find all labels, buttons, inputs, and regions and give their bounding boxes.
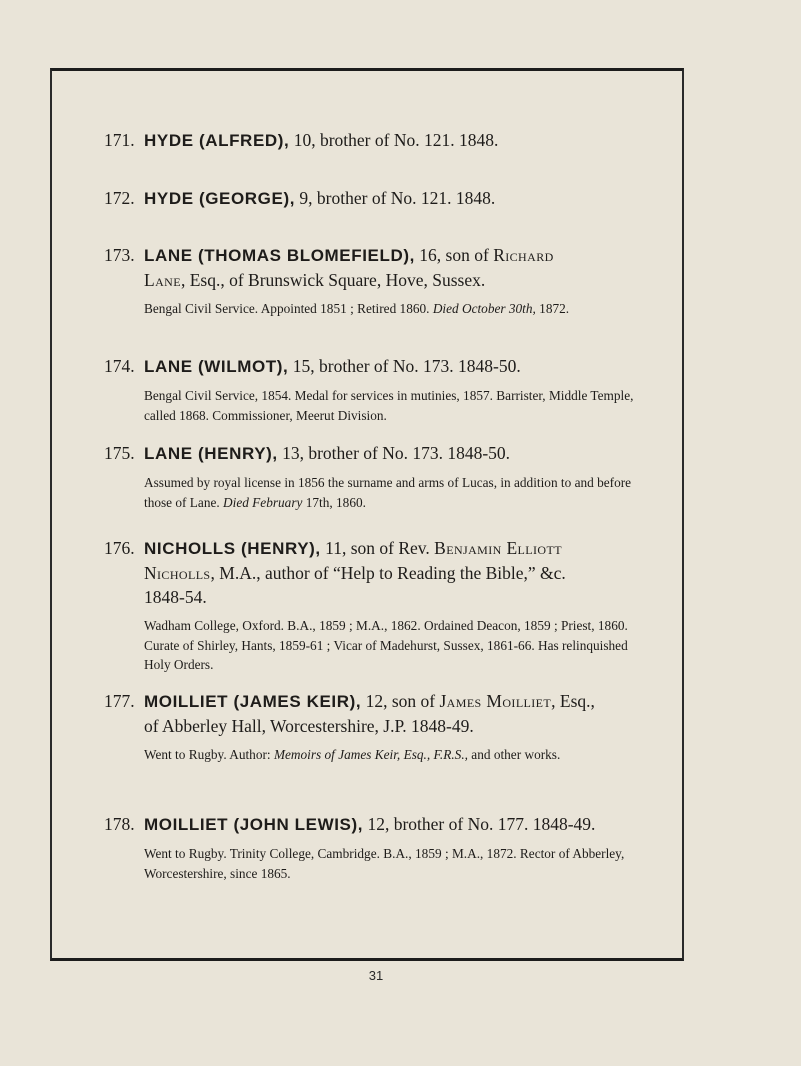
- entry-dates: 1848-54.: [144, 587, 207, 607]
- entry-number: 171.: [104, 130, 135, 150]
- note-italic: Died October 30th,: [432, 301, 536, 316]
- note-end: 17th, 1860.: [302, 494, 366, 510]
- note-text: Bengal Civil Service. Appointed 1851 ; Retired 1860.: [144, 301, 433, 316]
- entry-number: 173.: [104, 245, 135, 265]
- entry-heading: [105, 354, 650, 379]
- entry-175: [105, 441, 650, 512]
- entry-name: HYDE (ALFRED),: [144, 131, 290, 150]
- entry-note: [105, 299, 650, 319]
- note-end: and other works.: [467, 747, 561, 762]
- entry-continuation-text: , Esq., of Brunswick Square, Hove, Sussex.: [180, 270, 486, 290]
- note-italic: Died February: [223, 494, 303, 510]
- note-end: 1872.: [535, 301, 570, 316]
- parent-name: Richard: [493, 245, 554, 265]
- note-text: Went to Rugby. Author:: [144, 747, 274, 762]
- entry-172: [105, 186, 650, 211]
- entry-details: 15, brother of No. 173. 1848-50.: [288, 356, 521, 376]
- entry-heading: [105, 128, 650, 153]
- entry-177: [105, 689, 650, 765]
- entry-name: HYDE (GEORGE),: [144, 189, 296, 208]
- parent-name: Benjamin Elliott: [434, 538, 562, 558]
- entry-171: [105, 128, 650, 153]
- entry-details: 10, brother of No. 121. 1848.: [289, 130, 499, 150]
- entry-note: Wadham College, Oxford. B.A., 1859 ; M.A., 1862. Ordained Deacon, 1859 ; Priest, 1860. Curate of Shirley, Hants, 1859-61 ; Vicar of Madehurst, Sussex, 1861-66. Has relinquished Holy Orders.: [144, 618, 628, 672]
- entry-number: 172.: [104, 188, 135, 208]
- entry-name: MOILLIET (JAMES KEIR),: [144, 692, 362, 711]
- parent-surname: Nicholls: [144, 563, 211, 583]
- entry-name: LANE (THOMAS BLOMEFIELD),: [144, 246, 415, 265]
- page-number: 31: [368, 968, 384, 983]
- entry-note: [105, 473, 650, 512]
- entry-number: 177.: [104, 691, 135, 711]
- note-text: Assumed by royal license in 1856 the surname and arms of Lucas, in addition to and before those of Lane.: [144, 475, 632, 510]
- entry-note: Went to Rugby. Trinity College, Cambridge. B.A., 1859 ; M.A., 1872. Rector of Abberley, Worcestershire, since 1865.: [144, 846, 625, 881]
- entry-heading: [105, 536, 650, 609]
- entry-name: LANE (HENRY),: [144, 444, 278, 463]
- entry-continuation: of Abberley Hall, Worcestershire, J.P. 1848-49.: [144, 716, 474, 736]
- entry-continuation-text: , M.A., author of “Help to Reading the Bible,” &c.: [210, 563, 566, 583]
- entry-details: 12, son of: [361, 691, 440, 711]
- entry-name: NICHOLLS (HENRY),: [144, 539, 321, 558]
- parent-name: James Moilliet: [439, 691, 552, 711]
- entry-number: 174.: [104, 356, 135, 376]
- entry-heading: [105, 243, 650, 292]
- entry-details: 13, brother of No. 173. 1848-50.: [277, 443, 511, 463]
- entry-note: [105, 745, 650, 765]
- entry-continuation: [144, 561, 650, 585]
- entry-number: 176.: [104, 538, 135, 558]
- entry-number: 175.: [104, 443, 135, 463]
- entry-name: LANE (WILMOT),: [144, 357, 289, 376]
- entry-heading: [105, 812, 650, 837]
- entry-continuation: [144, 268, 650, 292]
- entry-heading: [105, 186, 650, 211]
- entry-heading: [105, 689, 650, 738]
- entry-174: [105, 354, 650, 425]
- entry-173: [105, 243, 650, 319]
- entry-details: 16, son of: [414, 245, 494, 265]
- entry-details: 9, brother of No. 121. 1848.: [295, 188, 496, 208]
- entry-name: MOILLIET (JOHN LEWIS),: [144, 815, 364, 834]
- entry-176: [105, 536, 650, 675]
- entry-178: [105, 812, 650, 883]
- entry-details: 12, brother of No. 177. 1848-49.: [363, 814, 596, 834]
- note-italic: Memoirs of James Keir, Esq., F.R.S.,: [273, 747, 468, 762]
- entry-heading: [105, 441, 650, 466]
- parent-surname: Lane: [144, 270, 181, 290]
- entry-details-end: , Esq.,: [551, 691, 595, 711]
- entry-details: 11, son of Rev.: [320, 538, 435, 558]
- entry-note: Bengal Civil Service, 1854. Medal for services in mutinies, 1857. Barrister, Middle Temple, called 1868. Commissioner, Meerut Division.: [144, 388, 634, 423]
- entry-number: 178.: [104, 814, 135, 834]
